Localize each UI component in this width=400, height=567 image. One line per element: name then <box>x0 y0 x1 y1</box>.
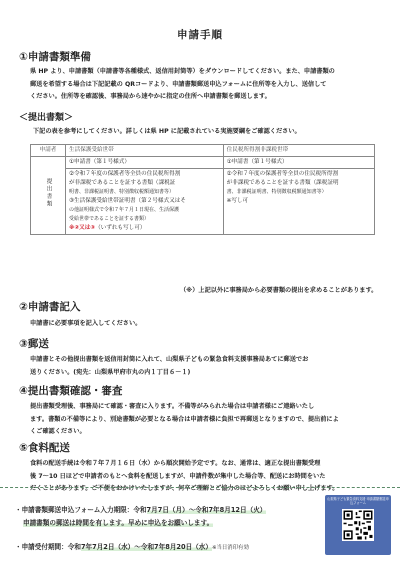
acceptance-label: ・申請受付期間：令和 <box>15 543 81 551</box>
cell-line: が非課税であることを証する書類（課税証明 <box>226 180 339 186</box>
form-deadline-dates: 7月7日（月）～令和7年8月12日（火） <box>146 506 267 514</box>
documents-intro: 下記の表を参考にしてください。詳しくは県 HP に記載されている実施要綱をご確認ください。 <box>33 128 301 135</box>
cell-line: 書、非課税証明書、特別徴収税額通知書等） <box>226 189 327 195</box>
acceptance-postmark-note: ※当日消印有効 <box>211 545 249 551</box>
cell-line: 明書、非課税証明書、特別徴収税額通知書等） <box>69 189 175 195</box>
section-5-body <box>30 458 375 496</box>
section-5-line: 食料の配送手続は令和７年７月１６日（水）から順次開始予定です。なお、通常は、適正な提出書類受理 <box>30 460 321 467</box>
table-cell-tax-docs <box>223 169 374 235</box>
cell-line: 受給世帯であることを証する書類） <box>69 216 150 222</box>
form-deadline <box>15 504 266 514</box>
section-3-body <box>30 354 375 379</box>
section-5-line: 後 7～10 日ほどで申請者のもとへ食料を配送しますが、申請件数が集中した場合等、配送にお時間をいた <box>30 472 326 480</box>
mail-notice <box>23 517 213 527</box>
section-3-line: 送りください。(宛先：山梨県甲府市丸の内１丁目６－１) <box>30 368 191 376</box>
dashed-divider <box>0 487 400 488</box>
section-1-heading: ①申請書類準備 <box>19 51 91 63</box>
section-3-heading: ③郵送 <box>19 338 49 350</box>
cell-line: ②令和７年度の保護者等全員の住民税所得割 <box>69 171 181 177</box>
cell-line: ③生活保護受給世帯証明書（第２号様式又はそ <box>69 198 186 204</box>
table-header-welfare: 生活保護受給世帯 <box>66 145 224 157</box>
section-1-line: ください。住所等を確認後、事務局から速やかに指定の住所へ申請書類を郵送します。 <box>30 93 271 100</box>
section-4-line: くご確認ください。 <box>30 428 86 435</box>
cell-line: ②令和７年度の保護者等全員の住民税所得割 <box>226 171 338 177</box>
table-header-applicant: 申請者 <box>31 145 66 157</box>
documents-table <box>30 144 375 235</box>
page-title: 申請手順 <box>177 29 223 41</box>
cell-line: が非課税であることを証する書類（課税証 <box>69 180 176 186</box>
copy-note: ※写し可 <box>226 198 249 204</box>
table-cell: ①申請書（第１号様式） <box>66 157 224 169</box>
cell-line <box>69 224 220 233</box>
section-2-body <box>30 318 375 331</box>
section-5-heading: ⑤食料配送 <box>19 442 70 454</box>
table-row-label <box>31 157 66 235</box>
mail-notice-text: 申請書類の郵送は時間を有します。早めに申込をお願いします。 <box>23 519 214 527</box>
section-2-line: 申請書に必要事項を記入してください。 <box>30 320 142 327</box>
section-1-body <box>30 66 375 104</box>
table-row <box>31 157 375 169</box>
table-header-tax-exempt: 住民税所得割非課税世帯 <box>223 145 374 157</box>
section-2-heading: ②申請書記入 <box>19 301 81 313</box>
documents-note: （※）上記以外に事務局から必要書類の提出を求めることがあります。 <box>180 287 378 294</box>
section-1-line: 県 HP より、申請書類（申請書等各種様式、返信用封筒等）をダウンロードしてください。また、申請書類の <box>30 68 335 75</box>
section-4-line: ます。書類の不備等により、別途書類が必要となる場合は申請者様に負担で再郵送となりますので、提出前によ <box>30 415 339 423</box>
table-cell: ①申請書（第１号様式） <box>223 157 374 169</box>
table-row <box>31 169 375 235</box>
cell-line: の他証明様式で令和７年７月１日現在、生活保護 <box>69 207 180 213</box>
acceptance-period <box>15 541 249 551</box>
form-deadline-label: ・申請書類郵送申込フォーム入力期限：令和 <box>15 506 147 514</box>
table-row <box>31 145 375 157</box>
qr-code-icon[interactable] <box>342 509 374 541</box>
acceptance-dates: 7年7月2日（水）～令和7年8月20日（水） <box>80 543 212 551</box>
choice-note: （いずれも写し可） <box>95 225 146 231</box>
section-4-line: 提出書類受理後、事務局にて確認・審査に入ります。不備等がみられた場合は申請者様にご連絡いたし <box>30 403 315 410</box>
documents-heading: ＜提出書類＞ <box>19 113 74 123</box>
table-cell-welfare-docs <box>66 169 224 235</box>
section-4-body <box>30 401 375 439</box>
section-4-heading: ④提出書類確認・審査 <box>19 385 123 397</box>
section-5-line: だくことがあります。ご不便をおかけいたしますが、何卒ご理解とご協力のほどよろしくお願い申し上げます。 <box>30 485 339 492</box>
choice-note-red: ※②又は③ <box>69 225 96 231</box>
section-3-line: 申請書とその他提出書類を返信用封筒に入れて、山梨県子どもの緊急食料支援事務局あてに郵送でお <box>30 356 309 363</box>
section-1-line: 郵送を希望する場合は下記記載の QRコードより、申請書類郵送申込フォームに住所等を入力し、送信して <box>30 80 327 88</box>
row-label-text: 提出書類 <box>45 178 52 209</box>
qr-caption: 山梨県子ども緊急食料支援 申請書類郵送申込フォーム <box>327 497 389 505</box>
qr-panel[interactable] <box>325 495 391 555</box>
